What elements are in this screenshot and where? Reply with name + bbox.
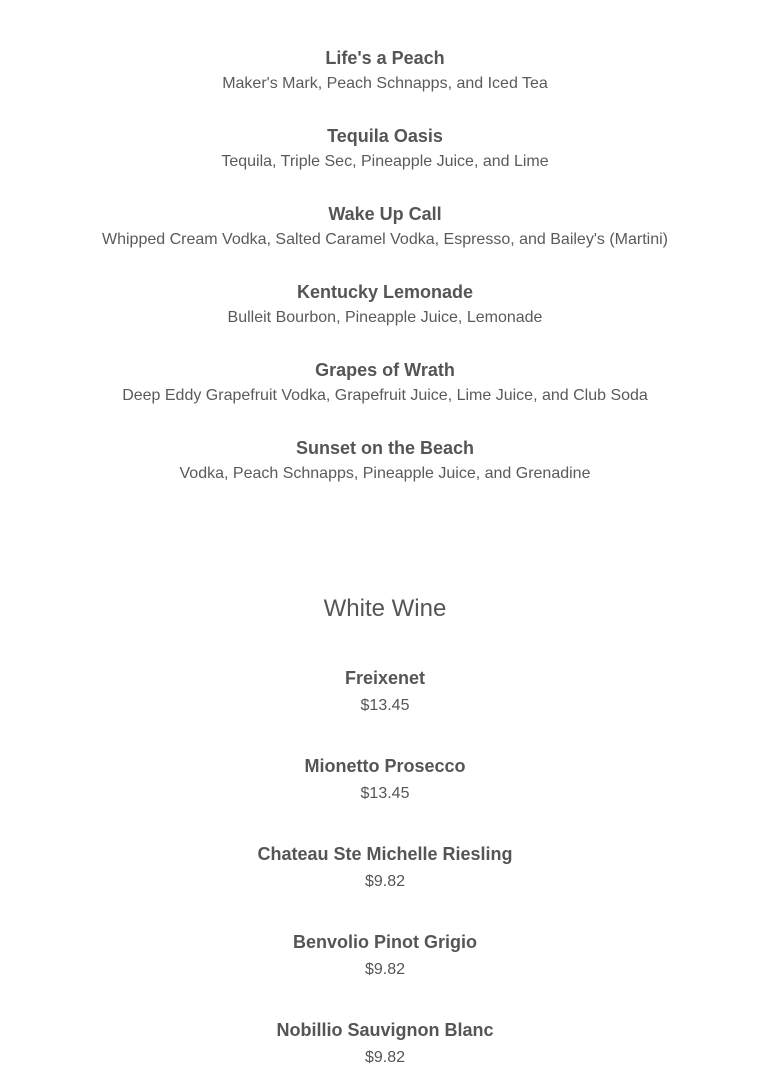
item-name: Freixenet (344, 668, 426, 688)
item-name: Chateau Ste Michelle Riesling (257, 844, 513, 864)
section-title-white-wine: White Wine (323, 595, 447, 622)
menu-item (0, 930, 770, 1018)
item-name: Mionetto Prosecco (304, 756, 466, 776)
item-name: Wake Up Call (328, 204, 442, 224)
item-description: Bulleit Bourbon, Pineapple Juice, Lemonade (227, 309, 543, 326)
menu-item (0, 124, 770, 202)
menu-item (0, 666, 770, 754)
menu-item (0, 46, 770, 124)
item-name: Sunset on the Beach (295, 438, 475, 458)
item-name: Grapes of Wrath (315, 360, 455, 380)
item-price: $9.82 (364, 1049, 406, 1066)
item-price: $13.45 (360, 785, 410, 802)
item-name: Life's a Peach (325, 48, 445, 68)
item-name: Kentucky Lemonade (296, 282, 474, 302)
item-name: Benvolio Pinot Grigio (293, 932, 477, 952)
item-name: Tequila Oasis (327, 126, 443, 146)
item-description: Maker's Mark, Peach Schnapps, and Iced Tea (222, 75, 548, 92)
menu-item (0, 842, 770, 930)
item-description: Vodka, Peach Schnapps, Pineapple Juice, and Grenadine (179, 465, 591, 482)
item-name: Nobillio Sauvignon Blanc (276, 1020, 494, 1040)
item-price: $13.45 (360, 697, 410, 714)
menu-item (0, 280, 770, 358)
menu-item (0, 202, 770, 280)
menu-item (0, 358, 770, 436)
menu-item (0, 1018, 770, 1090)
menu-item (0, 436, 770, 514)
item-price: $9.82 (364, 961, 406, 978)
item-description: Whipped Cream Vodka, Salted Caramel Vodka, Espresso, and Bailey's (Martini) (102, 231, 668, 248)
white-wine-list (0, 666, 770, 1090)
item-description: Deep Eddy Grapefruit Vodka, Grapefruit Juice, Lime Juice, and Club Soda (122, 387, 648, 404)
item-price: $9.82 (364, 873, 406, 890)
menu-item (0, 754, 770, 842)
item-description: Tequila, Triple Sec, Pineapple Juice, and Lime (221, 153, 549, 170)
cocktail-list (0, 0, 770, 514)
